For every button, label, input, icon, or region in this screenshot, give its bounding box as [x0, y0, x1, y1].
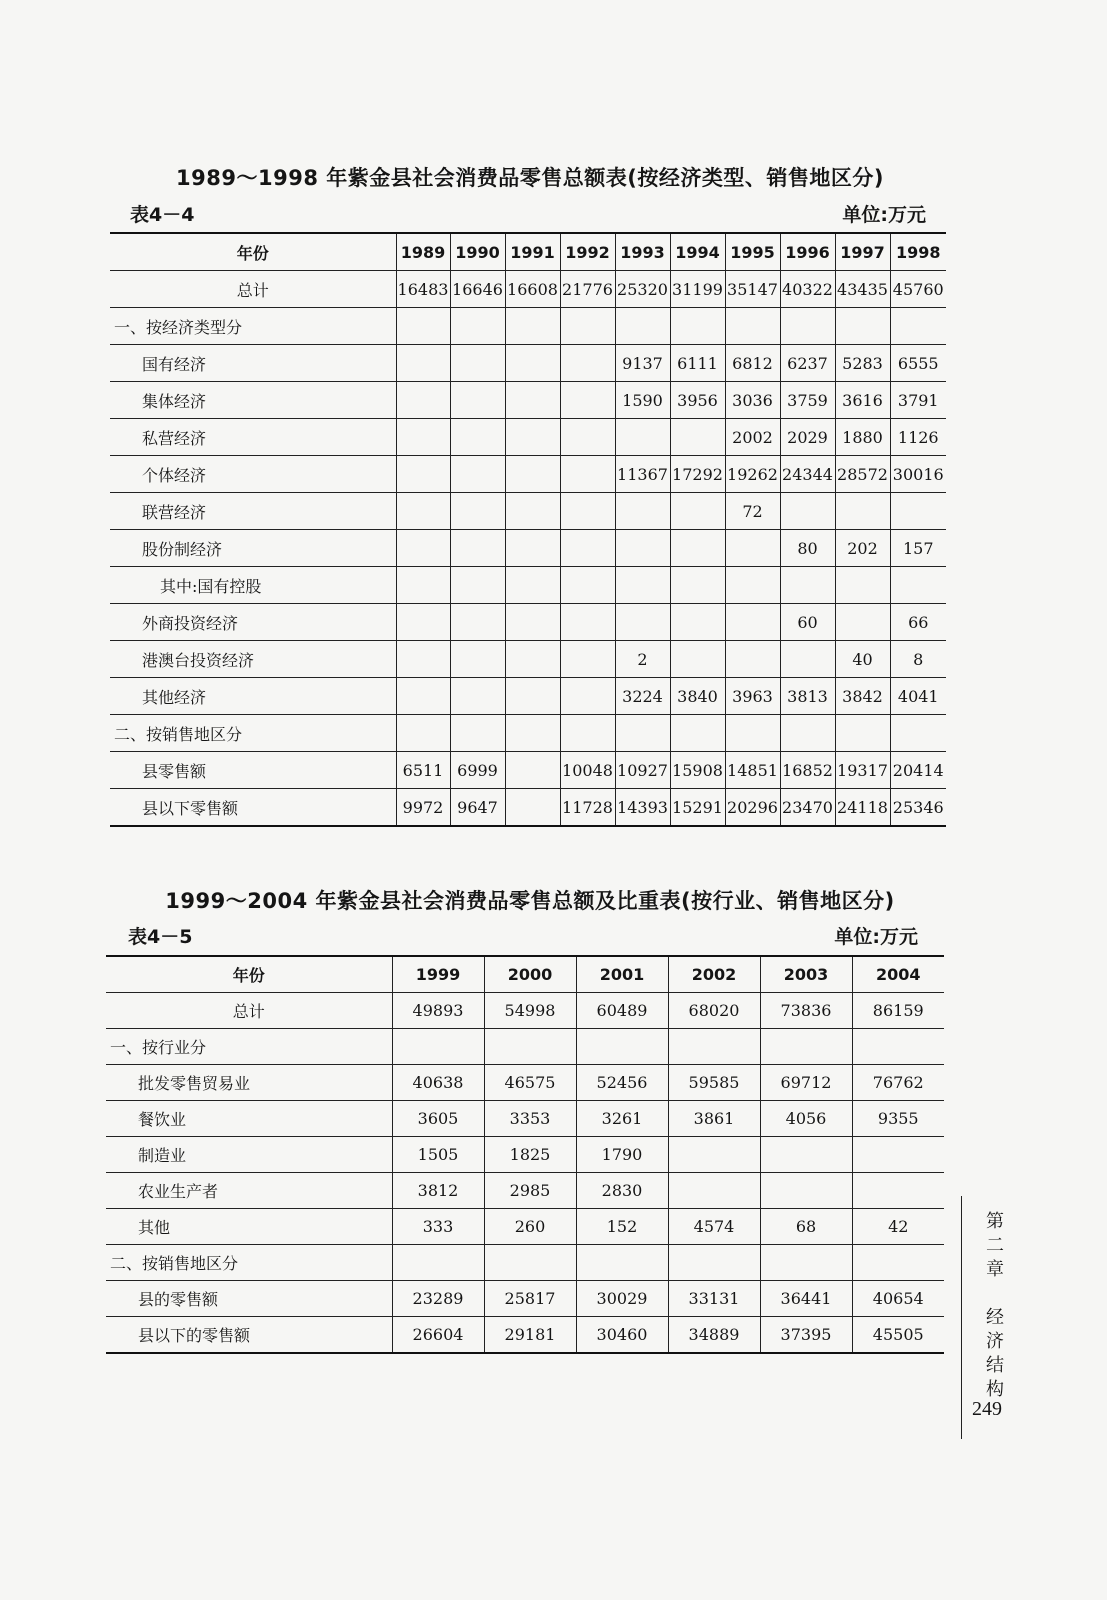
data-cell [852, 1137, 944, 1173]
table-row [106, 1317, 944, 1354]
data-cell [484, 1029, 576, 1065]
data-cell: 34889 [668, 1317, 760, 1354]
row-label: 二、按销售地区分 [110, 715, 396, 752]
data-cell: 260 [484, 1209, 576, 1245]
data-cell [560, 530, 615, 567]
data-cell [668, 1173, 760, 1209]
data-cell [835, 493, 890, 530]
data-cell [615, 308, 670, 345]
data-cell [725, 530, 780, 567]
data-cell: 28572 [835, 456, 890, 493]
data-cell [450, 382, 505, 419]
data-cell: 26604 [392, 1317, 484, 1354]
data-cell: 60489 [576, 993, 668, 1029]
data-cell: 157 [890, 530, 946, 567]
data-cell [396, 308, 450, 345]
data-cell [450, 604, 505, 641]
data-cell [780, 308, 835, 345]
row-label: 县以下的零售额 [106, 1317, 392, 1354]
year-header-cell: 2003 [760, 956, 852, 993]
data-cell [835, 715, 890, 752]
data-cell: 152 [576, 1209, 668, 1245]
data-cell [725, 308, 780, 345]
data-cell: 68020 [668, 993, 760, 1029]
data-cell [670, 604, 725, 641]
data-cell: 45505 [852, 1317, 944, 1354]
data-cell: 25346 [890, 789, 946, 827]
data-cell [396, 530, 450, 567]
year-header-cell: 1996 [780, 233, 835, 271]
data-cell [560, 308, 615, 345]
row-label: 县零售额 [110, 752, 396, 789]
data-cell [505, 308, 560, 345]
data-cell [505, 715, 560, 752]
data-cell [852, 1029, 944, 1065]
data-cell [450, 530, 505, 567]
data-cell: 72 [725, 493, 780, 530]
data-cell [396, 604, 450, 641]
data-cell [670, 567, 725, 604]
data-cell: 42 [852, 1209, 944, 1245]
data-cell: 3261 [576, 1101, 668, 1137]
table-row [106, 1173, 944, 1209]
data-cell: 5283 [835, 345, 890, 382]
chapter-char [980, 1282, 1010, 1306]
data-cell: 49893 [392, 993, 484, 1029]
row-label: 股份制经济 [110, 530, 396, 567]
data-cell: 46575 [484, 1065, 576, 1101]
chapter-marker [980, 1210, 1010, 1402]
table-row [110, 530, 946, 567]
data-cell [890, 715, 946, 752]
table-row [110, 308, 946, 345]
data-cell [725, 604, 780, 641]
data-cell: 1790 [576, 1137, 668, 1173]
data-cell [668, 1029, 760, 1065]
data-cell [835, 567, 890, 604]
data-cell: 16852 [780, 752, 835, 789]
data-cell: 1825 [484, 1137, 576, 1173]
year-header-cell: 1999 [392, 956, 484, 993]
data-cell: 3963 [725, 678, 780, 715]
data-cell [450, 308, 505, 345]
chapter-char: 章 [986, 1259, 1004, 1280]
table-row [106, 1281, 944, 1317]
data-cell: 11367 [615, 456, 670, 493]
data-cell [560, 419, 615, 456]
data-cell [396, 641, 450, 678]
row-label: 个体经济 [110, 456, 396, 493]
data-cell: 3813 [780, 678, 835, 715]
data-cell: 16608 [505, 271, 560, 308]
table-row [110, 604, 946, 641]
data-cell: 17292 [670, 456, 725, 493]
data-cell [505, 456, 560, 493]
data-cell [505, 641, 560, 678]
data-cell [725, 715, 780, 752]
row-label: 县的零售额 [106, 1281, 392, 1317]
data-cell [450, 641, 505, 678]
table2 [106, 955, 944, 1354]
header-label-cell: 年份 [106, 956, 392, 993]
data-cell [670, 641, 725, 678]
table-row [110, 493, 946, 530]
data-cell [760, 1245, 852, 1281]
data-cell: 10048 [560, 752, 615, 789]
data-cell [835, 604, 890, 641]
data-cell: 6511 [396, 752, 450, 789]
year-header-cell: 2004 [852, 956, 944, 993]
data-cell: 36441 [760, 1281, 852, 1317]
year-header-cell: 2000 [484, 956, 576, 993]
data-cell [760, 1029, 852, 1065]
data-cell [484, 1245, 576, 1281]
row-label: 其中:国有控股 [110, 567, 396, 604]
chapter-char: 结 [986, 1355, 1004, 1376]
data-cell: 10927 [615, 752, 670, 789]
data-cell [560, 382, 615, 419]
data-cell: 2985 [484, 1173, 576, 1209]
data-cell: 11728 [560, 789, 615, 827]
row-label: 制造业 [106, 1137, 392, 1173]
data-cell [576, 1245, 668, 1281]
data-cell: 1126 [890, 419, 946, 456]
data-cell [890, 493, 946, 530]
data-cell: 20296 [725, 789, 780, 827]
data-cell: 24344 [780, 456, 835, 493]
data-cell [560, 567, 615, 604]
margin-rule [961, 1196, 962, 1439]
data-cell [505, 678, 560, 715]
data-cell: 3791 [890, 382, 946, 419]
data-cell [392, 1245, 484, 1281]
chapter-char: 构 [986, 1379, 1004, 1400]
data-cell: 33131 [668, 1281, 760, 1317]
table1-label: 表4－4 [130, 204, 195, 226]
data-cell [670, 493, 725, 530]
data-cell: 45760 [890, 271, 946, 308]
table-row [106, 1029, 944, 1065]
data-cell: 40 [835, 641, 890, 678]
data-cell: 25320 [615, 271, 670, 308]
year-header-cell: 2002 [668, 956, 760, 993]
table-row [106, 1065, 944, 1101]
data-cell: 59585 [668, 1065, 760, 1101]
data-cell [396, 382, 450, 419]
year-header-cell: 2001 [576, 956, 668, 993]
data-cell [670, 308, 725, 345]
table1-title: 1989～1998 年紫金县社会消费品零售总额表(按经济类型、销售地区分) [176, 166, 884, 190]
data-cell [505, 345, 560, 382]
data-cell: 30460 [576, 1317, 668, 1354]
data-cell: 8 [890, 641, 946, 678]
table-row [110, 715, 946, 752]
data-cell: 21776 [560, 271, 615, 308]
data-cell: 43435 [835, 271, 890, 308]
data-cell: 16483 [396, 271, 450, 308]
data-cell: 31199 [670, 271, 725, 308]
year-header-cell: 1993 [615, 233, 670, 271]
year-header-cell: 1997 [835, 233, 890, 271]
data-cell [505, 382, 560, 419]
data-cell: 202 [835, 530, 890, 567]
chapter-char: 第 [986, 1211, 1004, 1232]
table-row [110, 382, 946, 419]
table-row [106, 1137, 944, 1173]
table-row [106, 1245, 944, 1281]
data-cell [670, 419, 725, 456]
data-cell [505, 789, 560, 827]
data-cell [780, 567, 835, 604]
table-row [106, 1209, 944, 1245]
row-label: 农业生产者 [106, 1173, 392, 1209]
data-cell: 6812 [725, 345, 780, 382]
row-label: 二、按销售地区分 [106, 1245, 392, 1281]
data-cell: 2002 [725, 419, 780, 456]
data-cell: 76762 [852, 1065, 944, 1101]
year-header-cell: 1990 [450, 233, 505, 271]
data-cell: 2 [615, 641, 670, 678]
data-cell: 9137 [615, 345, 670, 382]
data-cell [780, 493, 835, 530]
year-header-cell: 1992 [560, 233, 615, 271]
table-row [110, 419, 946, 456]
data-cell [835, 308, 890, 345]
chapter-char: 二 [986, 1235, 1004, 1256]
row-label: 总计 [110, 271, 396, 308]
data-cell [560, 641, 615, 678]
data-cell: 1590 [615, 382, 670, 419]
chapter-char: 经 [986, 1307, 1004, 1328]
table-row [110, 456, 946, 493]
row-label: 其他经济 [110, 678, 396, 715]
table-row [110, 345, 946, 382]
data-cell: 86159 [852, 993, 944, 1029]
row-label: 一、按经济类型分 [110, 308, 396, 345]
data-cell: 3759 [780, 382, 835, 419]
data-cell: 9355 [852, 1101, 944, 1137]
data-cell: 16646 [450, 271, 505, 308]
data-cell: 1505 [392, 1137, 484, 1173]
data-cell [615, 604, 670, 641]
row-label: 港澳台投资经济 [110, 641, 396, 678]
data-cell: 2830 [576, 1173, 668, 1209]
chapter-char: 济 [986, 1331, 1004, 1352]
data-cell [505, 530, 560, 567]
data-cell [505, 567, 560, 604]
data-cell: 3861 [668, 1101, 760, 1137]
table-row [110, 641, 946, 678]
data-cell [760, 1173, 852, 1209]
data-cell: 52456 [576, 1065, 668, 1101]
data-cell [560, 345, 615, 382]
data-cell: 40322 [780, 271, 835, 308]
table2-title: 1999～2004 年紫金县社会消费品零售总额及比重表(按行业、销售地区分) [165, 889, 895, 913]
row-label: 批发零售贸易业 [106, 1065, 392, 1101]
data-cell: 3840 [670, 678, 725, 715]
data-cell [560, 715, 615, 752]
data-cell: 19317 [835, 752, 890, 789]
data-cell [396, 345, 450, 382]
data-cell: 60 [780, 604, 835, 641]
data-cell: 54998 [484, 993, 576, 1029]
row-label: 外商投资经济 [110, 604, 396, 641]
data-cell: 6555 [890, 345, 946, 382]
row-label: 集体经济 [110, 382, 396, 419]
year-header-cell: 1995 [725, 233, 780, 271]
year-header-cell: 1989 [396, 233, 450, 271]
row-label: 国有经济 [110, 345, 396, 382]
data-cell: 3605 [392, 1101, 484, 1137]
data-cell [505, 419, 560, 456]
data-cell [615, 715, 670, 752]
data-cell: 69712 [760, 1065, 852, 1101]
row-label: 餐饮业 [106, 1101, 392, 1137]
row-label: 县以下零售额 [110, 789, 396, 827]
data-cell [852, 1173, 944, 1209]
data-cell [890, 308, 946, 345]
table1-unit: 单位:万元 [842, 204, 926, 226]
data-cell: 6999 [450, 752, 505, 789]
data-cell [668, 1245, 760, 1281]
data-cell: 3353 [484, 1101, 576, 1137]
data-cell: 15291 [670, 789, 725, 827]
data-cell: 3616 [835, 382, 890, 419]
data-cell: 14851 [725, 752, 780, 789]
row-label: 其他 [106, 1209, 392, 1245]
data-cell [505, 493, 560, 530]
data-cell [670, 715, 725, 752]
data-cell: 3812 [392, 1173, 484, 1209]
data-cell: 30029 [576, 1281, 668, 1317]
data-cell [615, 493, 670, 530]
data-cell [450, 456, 505, 493]
header-row [110, 233, 946, 271]
data-cell [852, 1245, 944, 1281]
data-cell [396, 493, 450, 530]
data-cell: 80 [780, 530, 835, 567]
data-cell: 37395 [760, 1317, 852, 1354]
data-cell [396, 678, 450, 715]
table-row [110, 271, 946, 308]
data-cell: 1880 [835, 419, 890, 456]
data-cell: 23289 [392, 1281, 484, 1317]
data-cell [760, 1137, 852, 1173]
data-cell: 4041 [890, 678, 946, 715]
table-row [106, 1101, 944, 1137]
year-header-cell: 1991 [505, 233, 560, 271]
data-cell [392, 1029, 484, 1065]
year-header-cell: 1994 [670, 233, 725, 271]
data-cell: 4574 [668, 1209, 760, 1245]
year-header-cell: 1998 [890, 233, 946, 271]
data-cell [576, 1029, 668, 1065]
data-cell [396, 419, 450, 456]
data-cell: 23470 [780, 789, 835, 827]
data-cell: 9972 [396, 789, 450, 827]
header-label-cell: 年份 [110, 233, 396, 271]
data-cell [396, 456, 450, 493]
table2-unit: 单位:万元 [834, 926, 918, 948]
table-row [110, 678, 946, 715]
data-cell: 66 [890, 604, 946, 641]
data-cell [560, 604, 615, 641]
row-label: 一、按行业分 [106, 1029, 392, 1065]
row-label: 总计 [106, 993, 392, 1029]
data-cell: 3842 [835, 678, 890, 715]
data-cell [560, 456, 615, 493]
data-cell: 2029 [780, 419, 835, 456]
data-cell [505, 752, 560, 789]
table-row [106, 993, 944, 1029]
row-label: 私营经济 [110, 419, 396, 456]
data-cell: 40654 [852, 1281, 944, 1317]
data-cell: 25817 [484, 1281, 576, 1317]
data-cell [668, 1137, 760, 1173]
data-cell [450, 345, 505, 382]
data-cell [725, 567, 780, 604]
table-row [110, 789, 946, 827]
data-cell: 20414 [890, 752, 946, 789]
data-cell [396, 567, 450, 604]
data-cell: 30016 [890, 456, 946, 493]
data-cell: 35147 [725, 271, 780, 308]
data-cell [670, 530, 725, 567]
data-cell [396, 715, 450, 752]
data-cell [780, 715, 835, 752]
data-cell [450, 493, 505, 530]
data-cell [450, 678, 505, 715]
data-cell: 24118 [835, 789, 890, 827]
table1 [110, 232, 946, 827]
table-row [110, 567, 946, 604]
header-row [106, 956, 944, 993]
table-row [110, 752, 946, 789]
table2-label: 表4－5 [128, 926, 193, 948]
data-cell [560, 493, 615, 530]
data-cell: 6111 [670, 345, 725, 382]
data-cell [725, 641, 780, 678]
data-cell: 4056 [760, 1101, 852, 1137]
data-cell: 19262 [725, 456, 780, 493]
data-cell: 14393 [615, 789, 670, 827]
data-cell [615, 567, 670, 604]
data-cell: 73836 [760, 993, 852, 1029]
data-cell: 6237 [780, 345, 835, 382]
row-label: 联营经济 [110, 493, 396, 530]
data-cell [615, 419, 670, 456]
data-cell: 333 [392, 1209, 484, 1245]
data-cell [615, 530, 670, 567]
data-cell [450, 715, 505, 752]
data-cell: 15908 [670, 752, 725, 789]
data-cell [890, 567, 946, 604]
data-cell [505, 604, 560, 641]
data-cell: 29181 [484, 1317, 576, 1354]
data-cell [560, 678, 615, 715]
data-cell: 68 [760, 1209, 852, 1245]
data-cell: 40638 [392, 1065, 484, 1101]
data-cell [450, 567, 505, 604]
data-cell: 3956 [670, 382, 725, 419]
page-number: 249 [972, 1398, 1002, 1420]
data-cell [450, 419, 505, 456]
data-cell: 3224 [615, 678, 670, 715]
data-cell: 3036 [725, 382, 780, 419]
data-cell [780, 641, 835, 678]
data-cell: 9647 [450, 789, 505, 827]
